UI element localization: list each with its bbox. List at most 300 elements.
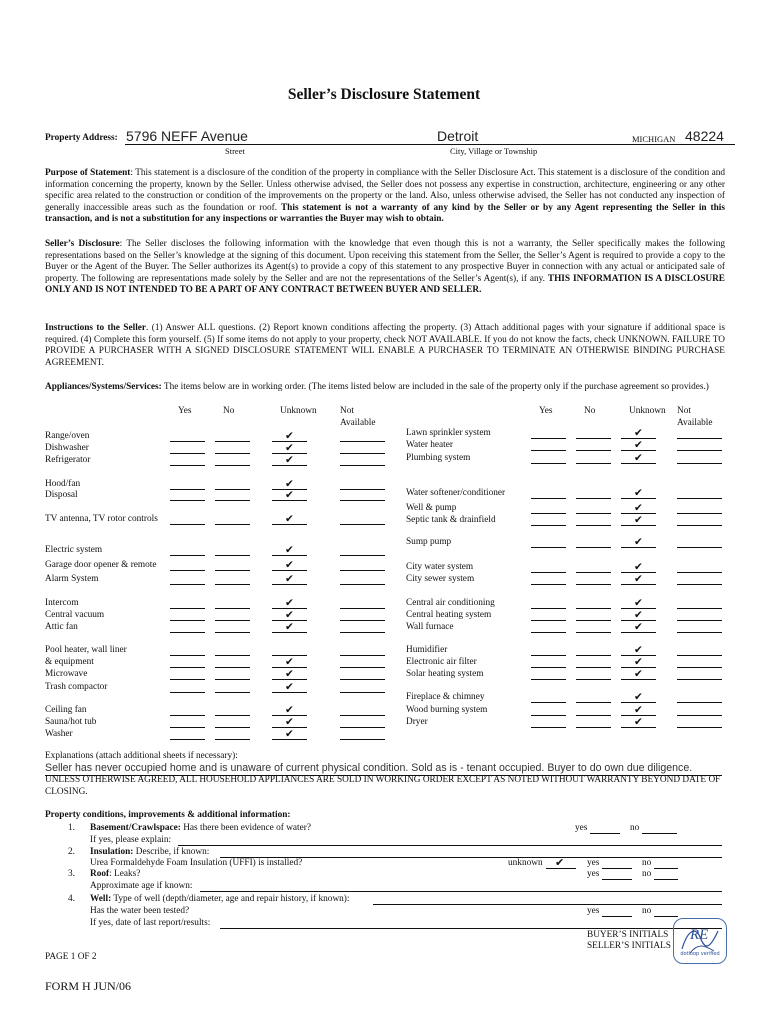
left-unknown-blank[interactable] bbox=[272, 441, 307, 442]
left-na-blank[interactable] bbox=[340, 500, 385, 501]
right-checkmark: ✔ bbox=[634, 656, 643, 668]
right-checkmark: ✔ bbox=[634, 691, 643, 703]
zip-value: 48224 bbox=[685, 128, 724, 144]
right-unknown-blank[interactable] bbox=[621, 513, 656, 514]
left-yes-blank[interactable] bbox=[170, 739, 205, 740]
property-address-row bbox=[45, 128, 735, 158]
q3-no-label: no bbox=[642, 869, 652, 879]
instructions-paragraph bbox=[45, 323, 725, 369]
right-checkmark: ✔ bbox=[634, 439, 643, 451]
right-yes-blank[interactable] bbox=[531, 655, 566, 656]
left-unknown-blank[interactable] bbox=[272, 608, 307, 609]
left-appliance-label: & equipment bbox=[45, 657, 94, 667]
left-yes-blank[interactable] bbox=[170, 584, 205, 585]
left-no-header: No bbox=[223, 406, 235, 416]
q4-tested-label: Has the water been tested? bbox=[90, 906, 190, 916]
right-unknown-header: Unknown bbox=[629, 406, 666, 416]
left-appliance-label: Range/oven bbox=[45, 431, 90, 441]
left-yes-blank[interactable] bbox=[170, 632, 205, 633]
right-appliance-label: Wood burning system bbox=[406, 705, 488, 715]
left-no-blank[interactable] bbox=[215, 584, 250, 585]
right-unknown-blank[interactable] bbox=[621, 632, 656, 633]
left-checkmark: ✔ bbox=[285, 489, 294, 501]
right-na-blank[interactable] bbox=[677, 584, 722, 585]
right-no-blank[interactable] bbox=[576, 463, 611, 464]
right-yes-header: Yes bbox=[539, 406, 553, 416]
right-unknown-blank[interactable] bbox=[621, 679, 656, 680]
q1-title: Basement/Crawlspace: bbox=[90, 823, 181, 833]
right-yes-blank[interactable] bbox=[531, 572, 566, 573]
left-not-header: Not bbox=[340, 406, 354, 416]
right-yes-blank[interactable] bbox=[531, 584, 566, 585]
left-no-blank[interactable] bbox=[215, 608, 250, 609]
q4-yes-blank[interactable] bbox=[602, 916, 632, 917]
right-not-header: Not bbox=[677, 406, 691, 416]
right-no-blank[interactable] bbox=[576, 584, 611, 585]
right-no-blank[interactable] bbox=[576, 450, 611, 451]
left-unknown-blank[interactable] bbox=[272, 667, 307, 668]
left-checkmark: ✔ bbox=[285, 621, 294, 633]
right-appliance-label: Dryer bbox=[406, 717, 428, 727]
left-na-blank[interactable] bbox=[340, 727, 385, 728]
right-yes-blank[interactable] bbox=[531, 498, 566, 499]
right-yes-blank[interactable] bbox=[531, 702, 566, 703]
right-checkmark: ✔ bbox=[634, 621, 643, 633]
q4-yes-label: yes bbox=[587, 906, 600, 916]
right-na-blank[interactable] bbox=[677, 727, 722, 728]
q1-yes-label: yes bbox=[575, 823, 588, 833]
left-no-blank[interactable] bbox=[215, 555, 250, 556]
right-na-blank[interactable] bbox=[677, 525, 722, 526]
left-checkmark: ✔ bbox=[285, 597, 294, 609]
right-unknown-blank[interactable] bbox=[621, 572, 656, 573]
left-checkmark: ✔ bbox=[285, 573, 294, 585]
street-line bbox=[125, 144, 425, 145]
appliances-text: The items below are in working order. (The items listed below are included in the sale of the property only if the purchase agreement so provides.) bbox=[161, 382, 709, 392]
right-checkmark: ✔ bbox=[634, 452, 643, 464]
disclosure-text: : The Seller discloses the following information with the knowledge that even though this is not a warranty, the Seller specifically makes the following representations based on the Seller’s knowledge at the signing of this document. Upon receiving this statement from the Seller, the Seller’s Agent is required to provide a copy to the Buyer or the Agent of the Buyer. The Seller authorizes its Agent(s) to provide a copy of this statement to any prospective Buyer in connection with any actual or anticipated sale of property. The following are representations made solely by the Seller and are not the representations of the Seller’s Agent(s), if any. bbox=[45, 239, 725, 284]
right-checkmark: ✔ bbox=[634, 644, 643, 656]
right-appliance-label: City water system bbox=[406, 562, 474, 572]
state-value: MICHIGAN bbox=[632, 134, 676, 144]
q3-title: Roof bbox=[90, 869, 110, 879]
state-line bbox=[630, 144, 735, 145]
q1-explain-line[interactable] bbox=[178, 845, 722, 846]
left-yes-blank[interactable] bbox=[170, 655, 205, 656]
q1-question bbox=[90, 823, 311, 833]
right-yes-blank[interactable] bbox=[531, 632, 566, 633]
right-yes-blank[interactable] bbox=[531, 679, 566, 680]
appliances-paragraph bbox=[45, 382, 725, 394]
left-yes-blank[interactable] bbox=[170, 570, 205, 571]
left-checkmark: ✔ bbox=[285, 716, 294, 728]
left-checkmark: ✔ bbox=[285, 478, 294, 490]
left-no-blank[interactable] bbox=[215, 739, 250, 740]
q3-yes-label: yes bbox=[587, 869, 600, 879]
right-no-blank[interactable] bbox=[576, 572, 611, 573]
left-appliance-label: Dishwasher bbox=[45, 443, 89, 453]
right-na-blank[interactable] bbox=[677, 547, 722, 548]
q3-yes-blank[interactable] bbox=[602, 879, 632, 880]
right-unknown-blank[interactable] bbox=[621, 620, 656, 621]
left-yes-blank[interactable] bbox=[170, 489, 205, 490]
q2-text: Describe, if known: bbox=[133, 847, 210, 857]
right-no-blank[interactable] bbox=[576, 608, 611, 609]
left-appliance-label: Central vacuum bbox=[45, 610, 105, 620]
left-yes-blank[interactable] bbox=[170, 715, 205, 716]
left-no-blank[interactable] bbox=[215, 655, 250, 656]
right-na-blank[interactable] bbox=[677, 679, 722, 680]
right-no-blank[interactable] bbox=[576, 655, 611, 656]
right-no-blank[interactable] bbox=[576, 438, 611, 439]
left-unknown-blank[interactable] bbox=[272, 524, 307, 525]
right-checkmark: ✔ bbox=[634, 668, 643, 680]
left-no-blank[interactable] bbox=[215, 715, 250, 716]
left-na-blank[interactable] bbox=[340, 465, 385, 466]
q1-no-label: no bbox=[630, 823, 640, 833]
right-unknown-blank[interactable] bbox=[621, 463, 656, 464]
left-unknown-blank[interactable] bbox=[272, 555, 307, 556]
left-yes-blank[interactable] bbox=[170, 465, 205, 466]
left-unknown-blank[interactable] bbox=[272, 655, 307, 656]
left-na-blank[interactable] bbox=[340, 679, 385, 680]
right-no-blank[interactable] bbox=[576, 679, 611, 680]
right-na-blank[interactable] bbox=[677, 655, 722, 656]
right-na-blank[interactable] bbox=[677, 702, 722, 703]
left-na-blank[interactable] bbox=[340, 570, 385, 571]
q2-title: Insulation: bbox=[90, 847, 134, 857]
left-no-blank[interactable] bbox=[215, 500, 250, 501]
left-yes-blank[interactable] bbox=[170, 692, 205, 693]
left-no-blank[interactable] bbox=[215, 524, 250, 525]
left-no-blank[interactable] bbox=[215, 465, 250, 466]
stamp-caption: dotloop verified bbox=[680, 951, 720, 957]
left-appliance-label: Ceiling fan bbox=[45, 705, 87, 715]
property-address-label: Property Address: bbox=[45, 133, 118, 143]
left-checkmark: ✔ bbox=[285, 544, 294, 556]
right-no-blank[interactable] bbox=[576, 547, 611, 548]
instructions-heading: Instructions to the Seller bbox=[45, 323, 147, 333]
right-appliance-label: Electronic air filter bbox=[406, 657, 477, 667]
left-appliance-label: Electric system bbox=[45, 545, 103, 555]
right-yes-blank[interactable] bbox=[531, 715, 566, 716]
right-appliance-label: Central air conditioning bbox=[406, 598, 495, 608]
right-checkmark: ✔ bbox=[634, 536, 643, 548]
left-appliance-label: Sauna/hot tub bbox=[45, 717, 97, 727]
right-no-blank[interactable] bbox=[576, 702, 611, 703]
right-na-blank[interactable] bbox=[677, 513, 722, 514]
right-checkmark: ✔ bbox=[634, 487, 643, 499]
left-unknown-blank[interactable] bbox=[272, 500, 307, 501]
right-yes-blank[interactable] bbox=[531, 667, 566, 668]
disclosure-heading: Seller’s Disclosure bbox=[45, 239, 120, 249]
right-na-blank[interactable] bbox=[677, 715, 722, 716]
left-na-blank[interactable] bbox=[340, 524, 385, 525]
left-na-blank[interactable] bbox=[340, 655, 385, 656]
right-appliance-label: Septic tank & drainfield bbox=[406, 515, 496, 525]
left-unknown-blank[interactable] bbox=[272, 632, 307, 633]
left-yes-blank[interactable] bbox=[170, 500, 205, 501]
page-number: PAGE 1 OF 2 bbox=[45, 952, 97, 962]
q1-yes-blank[interactable] bbox=[590, 833, 620, 834]
right-appliance-label: Sump pump bbox=[406, 537, 452, 547]
left-unknown-blank[interactable] bbox=[272, 570, 307, 571]
appliances-heading: Appliances/Systems/Services: bbox=[45, 382, 162, 392]
left-yes-blank[interactable] bbox=[170, 453, 205, 454]
q3-age-label: Approximate age if known: bbox=[90, 881, 193, 891]
right-appliance-label: Plumbing system bbox=[406, 453, 471, 463]
right-no-blank[interactable] bbox=[576, 513, 611, 514]
right-checkmark: ✔ bbox=[634, 561, 643, 573]
left-unknown-blank[interactable] bbox=[272, 489, 307, 490]
left-na-blank[interactable] bbox=[340, 453, 385, 454]
city-line bbox=[425, 144, 630, 145]
right-unknown-blank[interactable] bbox=[621, 584, 656, 585]
left-no-blank[interactable] bbox=[215, 692, 250, 693]
right-appliance-label: Water softener/conditioner bbox=[406, 488, 506, 498]
right-unknown-blank[interactable] bbox=[621, 608, 656, 609]
left-unknown-blank[interactable] bbox=[272, 692, 307, 693]
left-appliance-label: Pool heater, wall liner bbox=[45, 645, 127, 655]
left-no-blank[interactable] bbox=[215, 570, 250, 571]
left-yes-blank[interactable] bbox=[170, 608, 205, 609]
purpose-text: : This statement is a disclosure of the condition of the property in compliance with the Seller Disclosure Act. This statement is a disclosure of the condition and information concerning the property, known by the Seller. Unless otherwise advised, the Seller does not possess any expertise in construction, architecture, engineering or any other specific area related to the construction or condition of the improvements on the property or the land. Also, unless otherwise advised, the Seller has not conducted any inspection of generally inaccessible areas such as the foundation or roof. bbox=[45, 168, 725, 213]
right-unknown-blank[interactable] bbox=[621, 450, 656, 451]
left-unknown-blank[interactable] bbox=[272, 739, 307, 740]
right-appliance-label: Lawn sprinkler system bbox=[406, 428, 491, 438]
left-appliance-label: Alarm System bbox=[45, 574, 99, 584]
right-unknown-blank[interactable] bbox=[621, 498, 656, 499]
left-na-blank[interactable] bbox=[340, 692, 385, 693]
explanations-handwritten: Seller has never occupied home and is unaware of current physical condition. Sold as is - tenant occupied. Buyer to do own due diligence. bbox=[45, 762, 693, 774]
right-yes-blank[interactable] bbox=[531, 547, 566, 548]
left-no-blank[interactable] bbox=[215, 489, 250, 490]
right-no-blank[interactable] bbox=[576, 715, 611, 716]
right-unknown-blank[interactable] bbox=[621, 655, 656, 656]
left-appliance-label: Attic fan bbox=[45, 622, 78, 632]
right-appliance-label: Fireplace & chimney bbox=[406, 692, 485, 702]
q1-no-blank[interactable] bbox=[642, 833, 677, 834]
left-na-blank[interactable] bbox=[340, 715, 385, 716]
left-unknown-blank[interactable] bbox=[272, 727, 307, 728]
right-na-blank[interactable] bbox=[677, 620, 722, 621]
right-checkmark: ✔ bbox=[634, 514, 643, 526]
right-na-blank[interactable] bbox=[677, 572, 722, 573]
left-no-blank[interactable] bbox=[215, 679, 250, 680]
right-yes-blank[interactable] bbox=[531, 525, 566, 526]
left-yes-blank[interactable] bbox=[170, 524, 205, 525]
right-unknown-blank[interactable] bbox=[621, 727, 656, 728]
q2-no-label: no bbox=[642, 858, 652, 868]
left-checkmark: ✔ bbox=[285, 728, 294, 740]
left-unknown-blank[interactable] bbox=[272, 584, 307, 585]
buyer-initials-label: BUYER’S INITIALS bbox=[587, 930, 669, 940]
q2-yes-label: yes bbox=[587, 858, 600, 868]
right-yes-blank[interactable] bbox=[531, 727, 566, 728]
left-available-header: Available bbox=[340, 418, 376, 428]
left-checkmark: ✔ bbox=[285, 442, 294, 454]
right-unknown-blank[interactable] bbox=[621, 438, 656, 439]
right-unknown-blank[interactable] bbox=[621, 715, 656, 716]
explanations-label: Explanations (attach additional sheets if necessary): bbox=[45, 751, 238, 761]
right-checkmark: ✔ bbox=[634, 716, 643, 728]
right-checkmark: ✔ bbox=[634, 609, 643, 621]
right-no-blank[interactable] bbox=[576, 525, 611, 526]
left-unknown-blank[interactable] bbox=[272, 679, 307, 680]
q1-explain-label: If yes, please explain: bbox=[90, 835, 172, 845]
left-na-blank[interactable] bbox=[340, 739, 385, 740]
q2-unknown-label: unknown bbox=[508, 858, 543, 868]
right-appliance-label: Solar heating system bbox=[406, 669, 484, 679]
seller-initials-label: SELLER’S INITIALS bbox=[587, 941, 671, 951]
right-yes-blank[interactable] bbox=[531, 438, 566, 439]
q2-question bbox=[90, 847, 209, 857]
q4-no-blank[interactable] bbox=[654, 916, 678, 917]
right-yes-blank[interactable] bbox=[531, 463, 566, 464]
q3-text: : Leaks? bbox=[109, 869, 141, 879]
left-unknown-blank[interactable] bbox=[272, 453, 307, 454]
purpose-bold-text: This statement is not a warranty of any kind by the Seller or by any Agent representing the Seller in this transaction, and is not a substitution for any inspections or warranties the Buyer may wish to obtain. bbox=[45, 202, 725, 225]
right-appliance-label: Wall furnace bbox=[406, 622, 454, 632]
left-no-blank[interactable] bbox=[215, 632, 250, 633]
left-no-blank[interactable] bbox=[215, 620, 250, 621]
q4-date-label: If yes, date of last report/results: bbox=[90, 918, 211, 928]
right-na-blank[interactable] bbox=[677, 450, 722, 451]
left-na-blank[interactable] bbox=[340, 555, 385, 556]
left-checkmark: ✔ bbox=[285, 430, 294, 442]
right-unknown-blank[interactable] bbox=[621, 667, 656, 668]
left-appliance-label: Intercom bbox=[45, 598, 79, 608]
right-yes-blank[interactable] bbox=[531, 513, 566, 514]
left-na-blank[interactable] bbox=[340, 620, 385, 621]
right-no-blank[interactable] bbox=[576, 498, 611, 499]
left-unknown-blank[interactable] bbox=[272, 465, 307, 466]
right-na-blank[interactable] bbox=[677, 632, 722, 633]
right-na-blank[interactable] bbox=[677, 463, 722, 464]
left-yes-blank[interactable] bbox=[170, 727, 205, 728]
left-na-blank[interactable] bbox=[340, 608, 385, 609]
left-yes-blank[interactable] bbox=[170, 441, 205, 442]
right-appliance-label: Humidifier bbox=[406, 645, 448, 655]
right-no-header: No bbox=[584, 406, 596, 416]
right-checkmark: ✔ bbox=[634, 502, 643, 514]
left-appliance-label: TV antenna, TV rotor controls bbox=[45, 514, 158, 524]
right-no-blank[interactable] bbox=[576, 727, 611, 728]
city-caption: City, Village or Township bbox=[450, 146, 538, 156]
left-checkmark: ✔ bbox=[285, 513, 294, 525]
right-available-header: Available bbox=[677, 418, 713, 428]
right-na-blank[interactable] bbox=[677, 498, 722, 499]
q3-no-blank[interactable] bbox=[654, 879, 678, 880]
left-appliance-label: Refrigerator bbox=[45, 455, 91, 465]
left-checkmark: ✔ bbox=[285, 681, 294, 693]
right-unknown-blank[interactable] bbox=[621, 547, 656, 548]
stamp-initials: RE bbox=[690, 927, 709, 943]
right-appliance-label: City sewer system bbox=[406, 574, 475, 584]
property-conditions-heading: Property conditions, improvements & additional information: bbox=[45, 810, 291, 820]
left-na-blank[interactable] bbox=[340, 489, 385, 490]
left-yes-blank[interactable] bbox=[170, 620, 205, 621]
q2-unknown-check: ✔ bbox=[555, 856, 565, 869]
left-yes-header: Yes bbox=[178, 406, 192, 416]
right-na-blank[interactable] bbox=[677, 608, 722, 609]
street-value: 5796 NEFF Avenue bbox=[126, 128, 248, 144]
right-no-blank[interactable] bbox=[576, 620, 611, 621]
left-yes-blank[interactable] bbox=[170, 667, 205, 668]
left-appliance-label: Disposal bbox=[45, 490, 78, 500]
disclosure-bold-text: THIS INFORMATION IS A DISCLOSURE ONLY AND IS NOT INTENDED TO BE A PART OF ANY CONTRACT BETWEEN BUYER AND SELLER. bbox=[45, 273, 725, 296]
instructions-text: . (1) Answer ALL questions. (2) Report known conditions affecting the property. (3) Attach additional pages with your signature if additional space is required. (4) Complete this form yourself. (5) If some items do not apply to your property, check NOT AVAILABLE. If you do not know the facts, check UNKNOWN. FAILURE TO PROVIDE A PURCHASER WITH A SIGNED DISCLOSURE STATEMENT WILL ENABLE A PURCHASER TO TERMINATE AN OTHERWISE BINDING PURCHASE AGREEMENT. bbox=[45, 323, 725, 368]
left-na-blank[interactable] bbox=[340, 667, 385, 668]
left-appliance-label: Microwave bbox=[45, 669, 88, 679]
right-na-blank[interactable] bbox=[677, 667, 722, 668]
q4-number: 4. bbox=[68, 894, 75, 904]
left-na-blank[interactable] bbox=[340, 632, 385, 633]
left-no-blank[interactable] bbox=[215, 727, 250, 728]
seller-initials-stamp bbox=[673, 918, 727, 964]
right-no-blank[interactable] bbox=[576, 632, 611, 633]
left-checkmark: ✔ bbox=[285, 668, 294, 680]
q3-age-line[interactable] bbox=[200, 891, 722, 892]
left-no-blank[interactable] bbox=[215, 453, 250, 454]
right-unknown-blank[interactable] bbox=[621, 702, 656, 703]
left-appliance-label: Hood/fan bbox=[45, 479, 81, 489]
street-caption: Street bbox=[225, 146, 245, 156]
left-na-blank[interactable] bbox=[340, 441, 385, 442]
q4-question bbox=[90, 894, 349, 904]
q3-number: 3. bbox=[68, 869, 75, 879]
right-appliance-label: Central heating system bbox=[406, 610, 492, 620]
left-no-blank[interactable] bbox=[215, 667, 250, 668]
right-yes-blank[interactable] bbox=[531, 450, 566, 451]
q4-text: Type of well (depth/diameter, age and repair history, if known): bbox=[111, 894, 350, 904]
q4-title: Well: bbox=[90, 894, 112, 904]
right-unknown-blank[interactable] bbox=[621, 525, 656, 526]
q2-number: 2. bbox=[68, 847, 75, 857]
right-checkmark: ✔ bbox=[634, 573, 643, 585]
q4-date-line[interactable] bbox=[220, 928, 722, 929]
disclosure-paragraph bbox=[45, 239, 725, 297]
right-appliance-label: Water heater bbox=[406, 440, 453, 450]
q3-question bbox=[90, 869, 140, 879]
left-na-blank[interactable] bbox=[340, 584, 385, 585]
left-no-blank[interactable] bbox=[215, 441, 250, 442]
left-appliance-label: Washer bbox=[45, 729, 73, 739]
form-id: FORM H JUN/06 bbox=[45, 979, 132, 993]
right-yes-blank[interactable] bbox=[531, 608, 566, 609]
left-checkmark: ✔ bbox=[285, 704, 294, 716]
left-yes-blank[interactable] bbox=[170, 555, 205, 556]
purpose-paragraph bbox=[45, 168, 725, 226]
q4-no-label: no bbox=[642, 906, 652, 916]
left-unknown-blank[interactable] bbox=[272, 715, 307, 716]
q4-type-line[interactable] bbox=[373, 904, 722, 905]
right-no-blank[interactable] bbox=[576, 667, 611, 668]
right-checkmark: ✔ bbox=[634, 597, 643, 609]
right-na-blank[interactable] bbox=[677, 438, 722, 439]
city-value: Detroit bbox=[437, 128, 479, 144]
left-unknown-header: Unknown bbox=[280, 406, 317, 416]
left-checkmark: ✔ bbox=[285, 656, 294, 668]
q2-yes-blank[interactable] bbox=[602, 868, 632, 869]
page-title: Seller’s Disclosure Statement bbox=[287, 86, 481, 103]
right-yes-blank[interactable] bbox=[531, 620, 566, 621]
left-unknown-blank[interactable] bbox=[272, 620, 307, 621]
q1-number: 1. bbox=[68, 823, 75, 833]
warranty-notice: UNLESS OTHERWISE AGREED, ALL HOUSEHOLD APPLIANCES ARE SOLD IN WORKING ORDER EXCEPT AS NOTED WITHOUT WARRANTY BEYOND DATE OF CLOSING. bbox=[45, 775, 721, 797]
q2-no-blank[interactable] bbox=[654, 868, 678, 869]
left-yes-blank[interactable] bbox=[170, 679, 205, 680]
